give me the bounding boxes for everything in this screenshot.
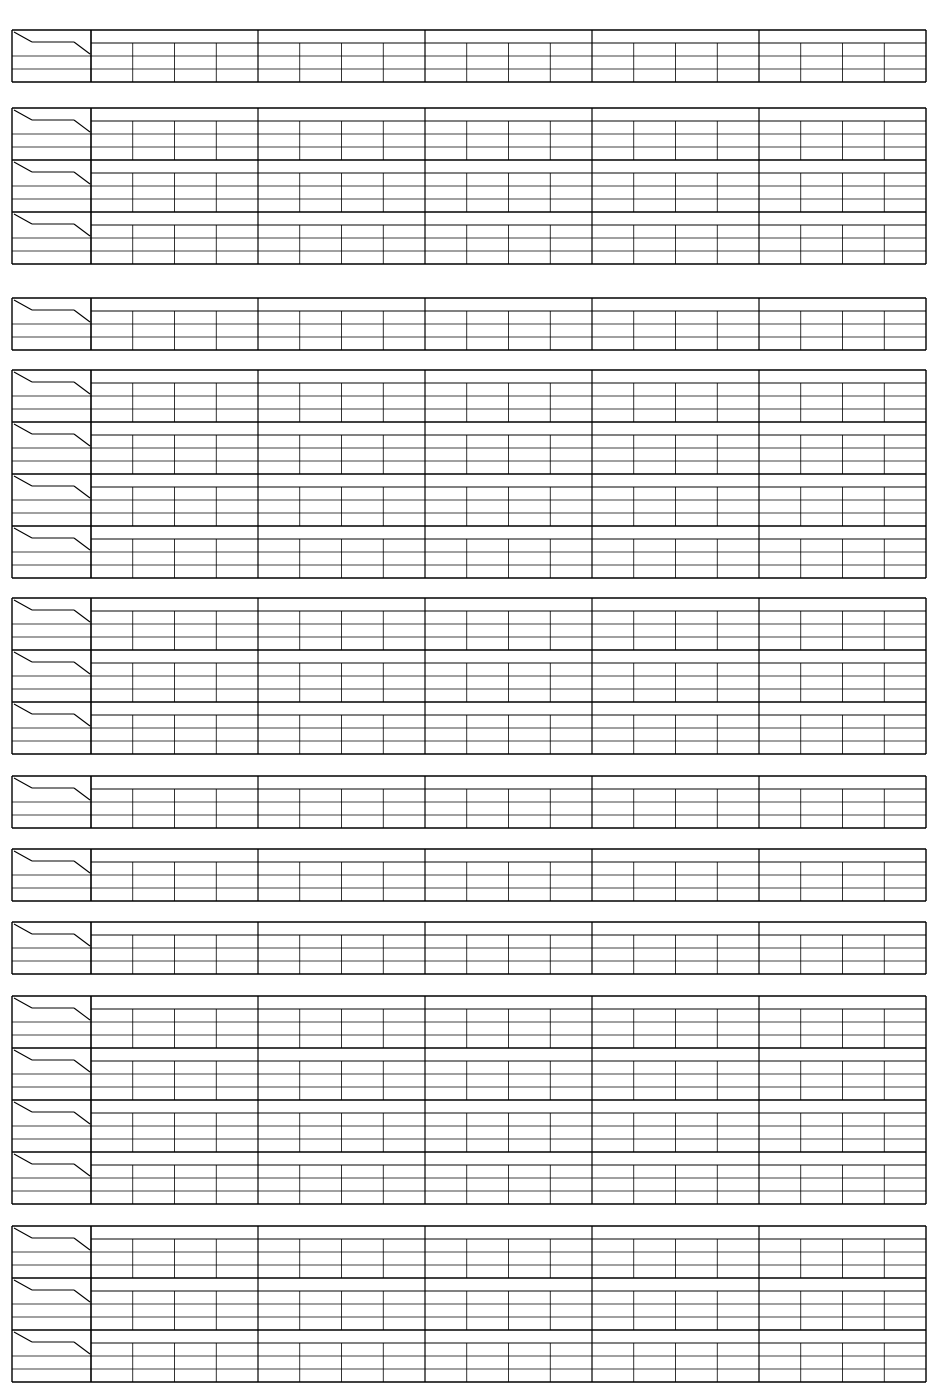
label-slash-mark: [74, 714, 90, 726]
label-slash-mark: [14, 528, 32, 538]
label-slash-mark: [74, 610, 90, 622]
label-slash-mark: [14, 300, 32, 310]
label-slash-mark: [74, 1342, 90, 1354]
label-slash-mark: [74, 310, 90, 322]
label-slash-mark: [74, 538, 90, 550]
label-slash-mark: [74, 486, 90, 498]
label-slash-mark: [14, 110, 32, 120]
label-slash-mark: [14, 372, 32, 382]
label-slash-mark: [14, 1050, 32, 1060]
label-slash-mark: [74, 382, 90, 394]
label-slash-mark: [74, 172, 90, 184]
label-slash-mark: [14, 476, 32, 486]
label-slash-mark: [74, 861, 90, 873]
label-slash-mark: [74, 42, 90, 54]
label-slash-mark: [14, 924, 32, 934]
label-slash-mark: [74, 1164, 90, 1176]
label-slash-mark: [74, 788, 90, 800]
label-slash-mark: [14, 214, 32, 224]
label-slash-mark: [14, 1154, 32, 1164]
label-slash-mark: [14, 778, 32, 788]
label-slash-mark: [14, 32, 32, 42]
label-slash-mark: [74, 662, 90, 674]
label-slash-mark: [14, 1332, 32, 1342]
label-slash-mark: [14, 1280, 32, 1290]
label-slash-mark: [14, 851, 32, 861]
label-slash-mark: [14, 162, 32, 172]
label-slash-mark: [14, 600, 32, 610]
label-slash-mark: [74, 1008, 90, 1020]
label-slash-mark: [14, 704, 32, 714]
label-slash-mark: [14, 1228, 32, 1238]
label-slash-mark: [74, 1060, 90, 1072]
label-slash-mark: [14, 998, 32, 1008]
label-slash-mark: [74, 120, 90, 132]
label-slash-mark: [74, 1290, 90, 1302]
label-slash-mark: [14, 1102, 32, 1112]
label-slash-mark: [14, 652, 32, 662]
label-slash-mark: [14, 424, 32, 434]
label-slash-mark: [74, 434, 90, 446]
label-slash-mark: [74, 1112, 90, 1124]
label-slash-mark: [74, 224, 90, 236]
label-slash-mark: [74, 1238, 90, 1250]
label-slash-mark: [74, 934, 90, 946]
